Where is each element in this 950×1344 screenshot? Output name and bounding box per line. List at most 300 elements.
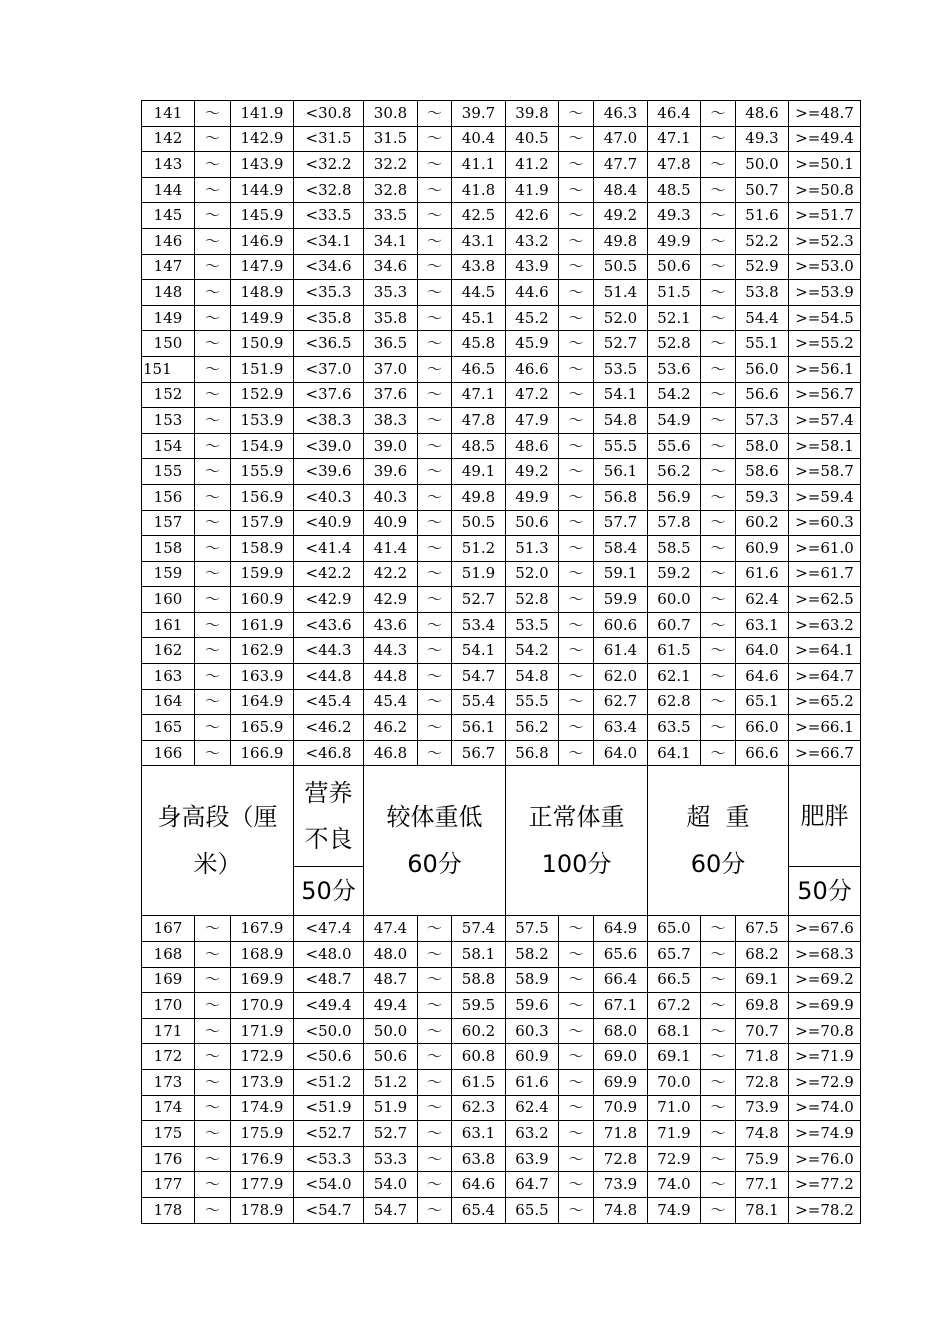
tilde-cell: ～ [701,536,736,562]
obese-value-cell: >=56.7 [789,382,861,408]
low-from-cell: 46.8 [364,740,418,766]
over-to-cell: 66.6 [736,740,789,766]
over-to-cell: 69.1 [736,967,789,993]
malnutrition-value-cell: <41.4 [294,536,364,562]
table-row [142,587,861,613]
low-to-cell: 40.4 [452,126,506,152]
tilde-cell: ～ [701,689,736,715]
over-from-cell: 71.9 [648,1121,701,1147]
normal-to-cell: 57.7 [594,510,648,536]
normal-from-cell: 59.6 [506,993,559,1019]
normal-from-cell: 46.6 [506,356,559,382]
tilde-cell: ～ [195,993,231,1019]
malnutrition-value-cell: <34.1 [294,228,364,254]
tilde-cell: ～ [418,408,452,434]
over-to-cell: 72.8 [736,1070,789,1096]
obese-value-cell: >=69.2 [789,967,861,993]
height-from-cell: 147 [142,254,195,280]
low-to-cell: 52.7 [452,587,506,613]
tilde-cell: ～ [195,967,231,993]
low-from-cell: 45.4 [364,689,418,715]
over-to-cell: 51.6 [736,203,789,229]
tilde-cell: ～ [701,1018,736,1044]
tilde-cell: ～ [418,1018,452,1044]
obese-value-cell: >=66.7 [789,740,861,766]
low-from-cell: 35.8 [364,305,418,331]
tilde-cell: ～ [559,1070,594,1096]
low-from-cell: 34.6 [364,254,418,280]
height-to-cell: 174.9 [231,1095,294,1121]
over-from-cell: 56.9 [648,484,701,510]
table-row [142,101,861,127]
tilde-cell: ～ [418,254,452,280]
normal-to-cell: 62.7 [594,689,648,715]
normal-from-cell: 49.2 [506,459,559,485]
height-to-cell: 165.9 [231,715,294,741]
table-row [142,689,861,715]
low-to-cell: 47.8 [452,408,506,434]
over-from-cell: 62.1 [648,664,701,690]
tilde-cell: ～ [701,1197,736,1223]
normal-from-cell: 57.5 [506,916,559,942]
height-from-cell: 178 [142,1197,195,1223]
height-from-cell: 164 [142,689,195,715]
malnutrition-score: 50分 [294,867,364,916]
tilde-cell: ～ [195,587,231,613]
height-from-cell: 166 [142,740,195,766]
normal-from-cell: 64.7 [506,1172,559,1198]
table-row [142,1095,861,1121]
low-from-cell: 39.0 [364,433,418,459]
over-to-cell: 55.1 [736,331,789,357]
obese-value-cell: >=58.7 [789,459,861,485]
over-from-cell: 46.4 [648,101,701,127]
height-to-cell: 169.9 [231,967,294,993]
tilde-cell: ～ [701,587,736,613]
over-to-cell: 54.4 [736,305,789,331]
table-row [142,967,861,993]
height-from-cell: 155 [142,459,195,485]
tilde-cell: ～ [418,356,452,382]
over-to-cell: 60.2 [736,510,789,536]
tilde-cell: ～ [559,664,594,690]
obese-value-cell: >=56.1 [789,356,861,382]
tilde-cell: ～ [559,382,594,408]
normal-from-cell: 62.4 [506,1095,559,1121]
height-to-cell: 168.9 [231,942,294,968]
malnutrition-value-cell: <34.6 [294,254,364,280]
low-from-cell: 31.5 [364,126,418,152]
table-row [142,715,861,741]
normal-from-cell: 52.8 [506,587,559,613]
low-from-cell: 51.2 [364,1070,418,1096]
normal-to-cell: 55.5 [594,433,648,459]
malnutrition-value-cell: <40.9 [294,510,364,536]
over-from-cell: 58.5 [648,536,701,562]
tilde-cell: ～ [701,152,736,178]
tilde-cell: ～ [195,715,231,741]
normal-to-cell: 67.1 [594,993,648,1019]
over-to-cell: 64.6 [736,664,789,690]
table-row [142,561,861,587]
over-to-cell: 77.1 [736,1172,789,1198]
tilde-cell: ～ [195,916,231,942]
low-to-cell: 60.2 [452,1018,506,1044]
obese-value-cell: >=61.7 [789,561,861,587]
low-from-cell: 53.3 [364,1146,418,1172]
tilde-cell: ～ [701,638,736,664]
tilde-cell: ～ [559,561,594,587]
over-from-cell: 54.2 [648,382,701,408]
table-row [142,433,861,459]
tilde-cell: ～ [418,740,452,766]
over-to-cell: 57.3 [736,408,789,434]
tilde-cell: ～ [559,126,594,152]
obese-value-cell: >=50.8 [789,177,861,203]
tilde-cell: ～ [701,1095,736,1121]
height-from-cell: 167 [142,916,195,942]
malnutrition-value-cell: <30.8 [294,101,364,127]
low-to-cell: 65.4 [452,1197,506,1223]
low-to-cell: 61.5 [452,1070,506,1096]
low-from-cell: 49.4 [364,993,418,1019]
tilde-cell: ～ [195,254,231,280]
low-from-cell: 40.3 [364,484,418,510]
height-to-cell: 148.9 [231,280,294,306]
tilde-cell: ～ [195,101,231,127]
height-to-cell: 172.9 [231,1044,294,1070]
low-to-cell: 58.1 [452,942,506,968]
normal-to-cell: 69.9 [594,1070,648,1096]
height-to-cell: 159.9 [231,561,294,587]
height-from-cell: 174 [142,1095,195,1121]
low-from-cell: 39.6 [364,459,418,485]
over-to-cell: 60.9 [736,536,789,562]
tilde-cell: ～ [418,101,452,127]
malnutrition-value-cell: <48.0 [294,942,364,968]
obese-value-cell: >=72.9 [789,1070,861,1096]
over-to-cell: 66.0 [736,715,789,741]
obese-value-cell: >=63.2 [789,612,861,638]
low-to-cell: 58.8 [452,967,506,993]
height-to-cell: 147.9 [231,254,294,280]
tilde-cell: ～ [418,689,452,715]
low-from-cell: 50.0 [364,1018,418,1044]
malnutrition-value-cell: <33.5 [294,203,364,229]
overweight-header: 超 重 60分 [648,766,789,916]
malnutrition-value-cell: <54.0 [294,1172,364,1198]
tilde-cell: ～ [701,305,736,331]
height-to-cell: 146.9 [231,228,294,254]
table-body-top [142,101,861,766]
height-from-cell: 176 [142,1146,195,1172]
tilde-cell: ～ [195,459,231,485]
height-from-cell: 152 [142,382,195,408]
tilde-cell: ～ [701,382,736,408]
low-to-cell: 42.5 [452,203,506,229]
tilde-cell: ～ [418,228,452,254]
over-from-cell: 59.2 [648,561,701,587]
obese-value-cell: >=76.0 [789,1146,861,1172]
malnutrition-value-cell: <50.0 [294,1018,364,1044]
table-row [142,916,861,942]
malnutrition-value-cell: <37.0 [294,356,364,382]
low-to-cell: 54.1 [452,638,506,664]
tilde-cell: ～ [701,1044,736,1070]
table-row [142,1172,861,1198]
low-to-cell: 56.1 [452,715,506,741]
malnutrition-value-cell: <36.5 [294,331,364,357]
normal-from-cell: 47.9 [506,408,559,434]
low-to-cell: 51.9 [452,561,506,587]
normal-to-cell: 49.2 [594,203,648,229]
tilde-cell: ～ [559,967,594,993]
height-from-cell: 173 [142,1070,195,1096]
tilde-cell: ～ [701,484,736,510]
normal-from-cell: 39.8 [506,101,559,127]
normal-to-cell: 49.8 [594,228,648,254]
normal-from-cell: 44.6 [506,280,559,306]
tilde-cell: ～ [418,536,452,562]
height-to-cell: 149.9 [231,305,294,331]
low-to-cell: 44.5 [452,280,506,306]
height-to-cell: 170.9 [231,993,294,1019]
normal-to-cell: 73.9 [594,1172,648,1198]
low-from-cell: 52.7 [364,1121,418,1147]
over-from-cell: 74.9 [648,1197,701,1223]
normal-to-cell: 69.0 [594,1044,648,1070]
table-row [142,664,861,690]
table-row [142,305,861,331]
tilde-cell: ～ [559,1095,594,1121]
low-from-cell: 44.3 [364,638,418,664]
tilde-cell: ～ [195,1146,231,1172]
over-from-cell: 52.1 [648,305,701,331]
height-to-cell: 145.9 [231,203,294,229]
height-from-cell: 150 [142,331,195,357]
normal-from-cell: 63.9 [506,1146,559,1172]
obese-value-cell: >=52.3 [789,228,861,254]
normal-from-cell: 56.2 [506,715,559,741]
low-from-cell: 48.0 [364,942,418,968]
table-row [142,638,861,664]
over-from-cell: 60.7 [648,612,701,638]
normal-to-cell: 64.0 [594,740,648,766]
over-to-cell: 56.6 [736,382,789,408]
low-from-cell: 51.9 [364,1095,418,1121]
normal-to-cell: 68.0 [594,1018,648,1044]
tilde-cell: ～ [418,382,452,408]
over-to-cell: 61.6 [736,561,789,587]
tilde-cell: ～ [195,942,231,968]
tilde-cell: ～ [418,664,452,690]
normal-to-cell: 71.8 [594,1121,648,1147]
malnutrition-value-cell: <39.0 [294,433,364,459]
tilde-cell: ～ [559,612,594,638]
height-to-cell: 163.9 [231,664,294,690]
over-to-cell: 65.1 [736,689,789,715]
tilde-cell: ～ [559,638,594,664]
obese-value-cell: >=57.4 [789,408,861,434]
tilde-cell: ～ [559,254,594,280]
tilde-cell: ～ [701,126,736,152]
tilde-cell: ～ [701,561,736,587]
height-range-header: 身高段（厘 米） [142,766,294,916]
tilde-cell: ～ [559,689,594,715]
malnutrition-value-cell: <49.4 [294,993,364,1019]
tilde-cell: ～ [195,664,231,690]
tilde-cell: ～ [195,433,231,459]
low-to-cell: 63.1 [452,1121,506,1147]
normal-from-cell: 55.5 [506,689,559,715]
tilde-cell: ～ [418,638,452,664]
obese-value-cell: >=74.9 [789,1121,861,1147]
height-to-cell: 162.9 [231,638,294,664]
over-to-cell: 59.3 [736,484,789,510]
low-to-cell: 49.1 [452,459,506,485]
over-to-cell: 53.8 [736,280,789,306]
height-to-cell: 155.9 [231,459,294,485]
height-to-cell: 175.9 [231,1121,294,1147]
height-from-cell: 161 [142,612,195,638]
low-to-cell: 50.5 [452,510,506,536]
table-row [142,993,861,1019]
tilde-cell: ～ [559,993,594,1019]
obese-value-cell: >=64.1 [789,638,861,664]
table-row [142,536,861,562]
height-from-cell: 170 [142,993,195,1019]
over-from-cell: 74.0 [648,1172,701,1198]
tilde-cell: ～ [195,510,231,536]
tilde-cell: ～ [559,280,594,306]
height-to-cell: 178.9 [231,1197,294,1223]
tilde-cell: ～ [559,740,594,766]
tilde-cell: ～ [559,356,594,382]
normal-from-cell: 51.3 [506,536,559,562]
tilde-cell: ～ [418,510,452,536]
table-row [142,740,861,766]
tilde-cell: ～ [559,459,594,485]
over-to-cell: 74.8 [736,1121,789,1147]
tilde-cell: ～ [418,280,452,306]
over-from-cell: 57.8 [648,510,701,536]
height-to-cell: 157.9 [231,510,294,536]
normal-to-cell: 74.8 [594,1197,648,1223]
malnutrition-value-cell: <44.3 [294,638,364,664]
over-to-cell: 69.8 [736,993,789,1019]
weight-standard-table [141,100,861,1224]
height-to-cell: 158.9 [231,536,294,562]
height-from-cell: 142 [142,126,195,152]
height-to-cell: 156.9 [231,484,294,510]
over-from-cell: 69.1 [648,1044,701,1070]
normal-to-cell: 50.5 [594,254,648,280]
normal-to-cell: 64.9 [594,916,648,942]
normal-to-cell: 59.9 [594,587,648,613]
tilde-cell: ～ [195,305,231,331]
tilde-cell: ～ [195,1044,231,1070]
malnutrition-value-cell: <47.4 [294,916,364,942]
table-row [142,356,861,382]
height-from-cell: 144 [142,177,195,203]
tilde-cell: ～ [418,152,452,178]
height-from-cell: 162 [142,638,195,664]
tilde-cell: ～ [195,152,231,178]
table-row [142,1044,861,1070]
tilde-cell: ～ [195,536,231,562]
over-to-cell: 56.0 [736,356,789,382]
malnutrition-value-cell: <44.8 [294,664,364,690]
over-from-cell: 54.9 [648,408,701,434]
height-from-cell: 165 [142,715,195,741]
low-from-cell: 33.5 [364,203,418,229]
normal-to-cell: 56.8 [594,484,648,510]
tilde-cell: ～ [559,587,594,613]
over-from-cell: 47.1 [648,126,701,152]
obese-value-cell: >=78.2 [789,1197,861,1223]
over-to-cell: 62.4 [736,587,789,613]
tilde-cell: ～ [195,612,231,638]
height-from-cell: 172 [142,1044,195,1070]
tilde-cell: ～ [559,101,594,127]
low-to-cell: 39.7 [452,101,506,127]
obese-value-cell: >=64.7 [789,664,861,690]
table-row [142,408,861,434]
tilde-cell: ～ [701,1070,736,1096]
normal-to-cell: 47.7 [594,152,648,178]
tilde-cell: ～ [418,1146,452,1172]
height-to-cell: 154.9 [231,433,294,459]
over-from-cell: 65.7 [648,942,701,968]
height-to-cell: 166.9 [231,740,294,766]
height-from-cell: 157 [142,510,195,536]
tilde-cell: ～ [418,331,452,357]
obese-value-cell: >=68.3 [789,942,861,968]
obese-value-cell: >=69.9 [789,993,861,1019]
low-from-cell: 37.0 [364,356,418,382]
malnutrition-value-cell: <51.2 [294,1070,364,1096]
low-to-cell: 64.6 [452,1172,506,1198]
malnutrition-value-cell: <35.3 [294,280,364,306]
obese-score: 50分 [789,867,861,916]
normal-from-cell: 45.9 [506,331,559,357]
over-from-cell: 61.5 [648,638,701,664]
tilde-cell: ～ [418,942,452,968]
low-from-cell: 44.8 [364,664,418,690]
tilde-cell: ～ [701,612,736,638]
height-to-cell: 176.9 [231,1146,294,1172]
low-to-cell: 62.3 [452,1095,506,1121]
height-from-cell: 141 [142,101,195,127]
over-to-cell: 58.6 [736,459,789,485]
low-to-cell: 43.1 [452,228,506,254]
height-from-cell: 143 [142,152,195,178]
height-to-cell: 150.9 [231,331,294,357]
over-from-cell: 55.6 [648,433,701,459]
tilde-cell: ～ [701,101,736,127]
table-body-bottom [142,916,861,1223]
height-from-cell: 163 [142,664,195,690]
height-from-cell: 158 [142,536,195,562]
obese-value-cell: >=70.8 [789,1018,861,1044]
normal-from-cell: 41.2 [506,152,559,178]
height-to-cell: 160.9 [231,587,294,613]
tilde-cell: ～ [701,203,736,229]
normal-from-cell: 58.9 [506,967,559,993]
normal-from-cell: 45.2 [506,305,559,331]
table-row [142,203,861,229]
tilde-cell: ～ [701,408,736,434]
